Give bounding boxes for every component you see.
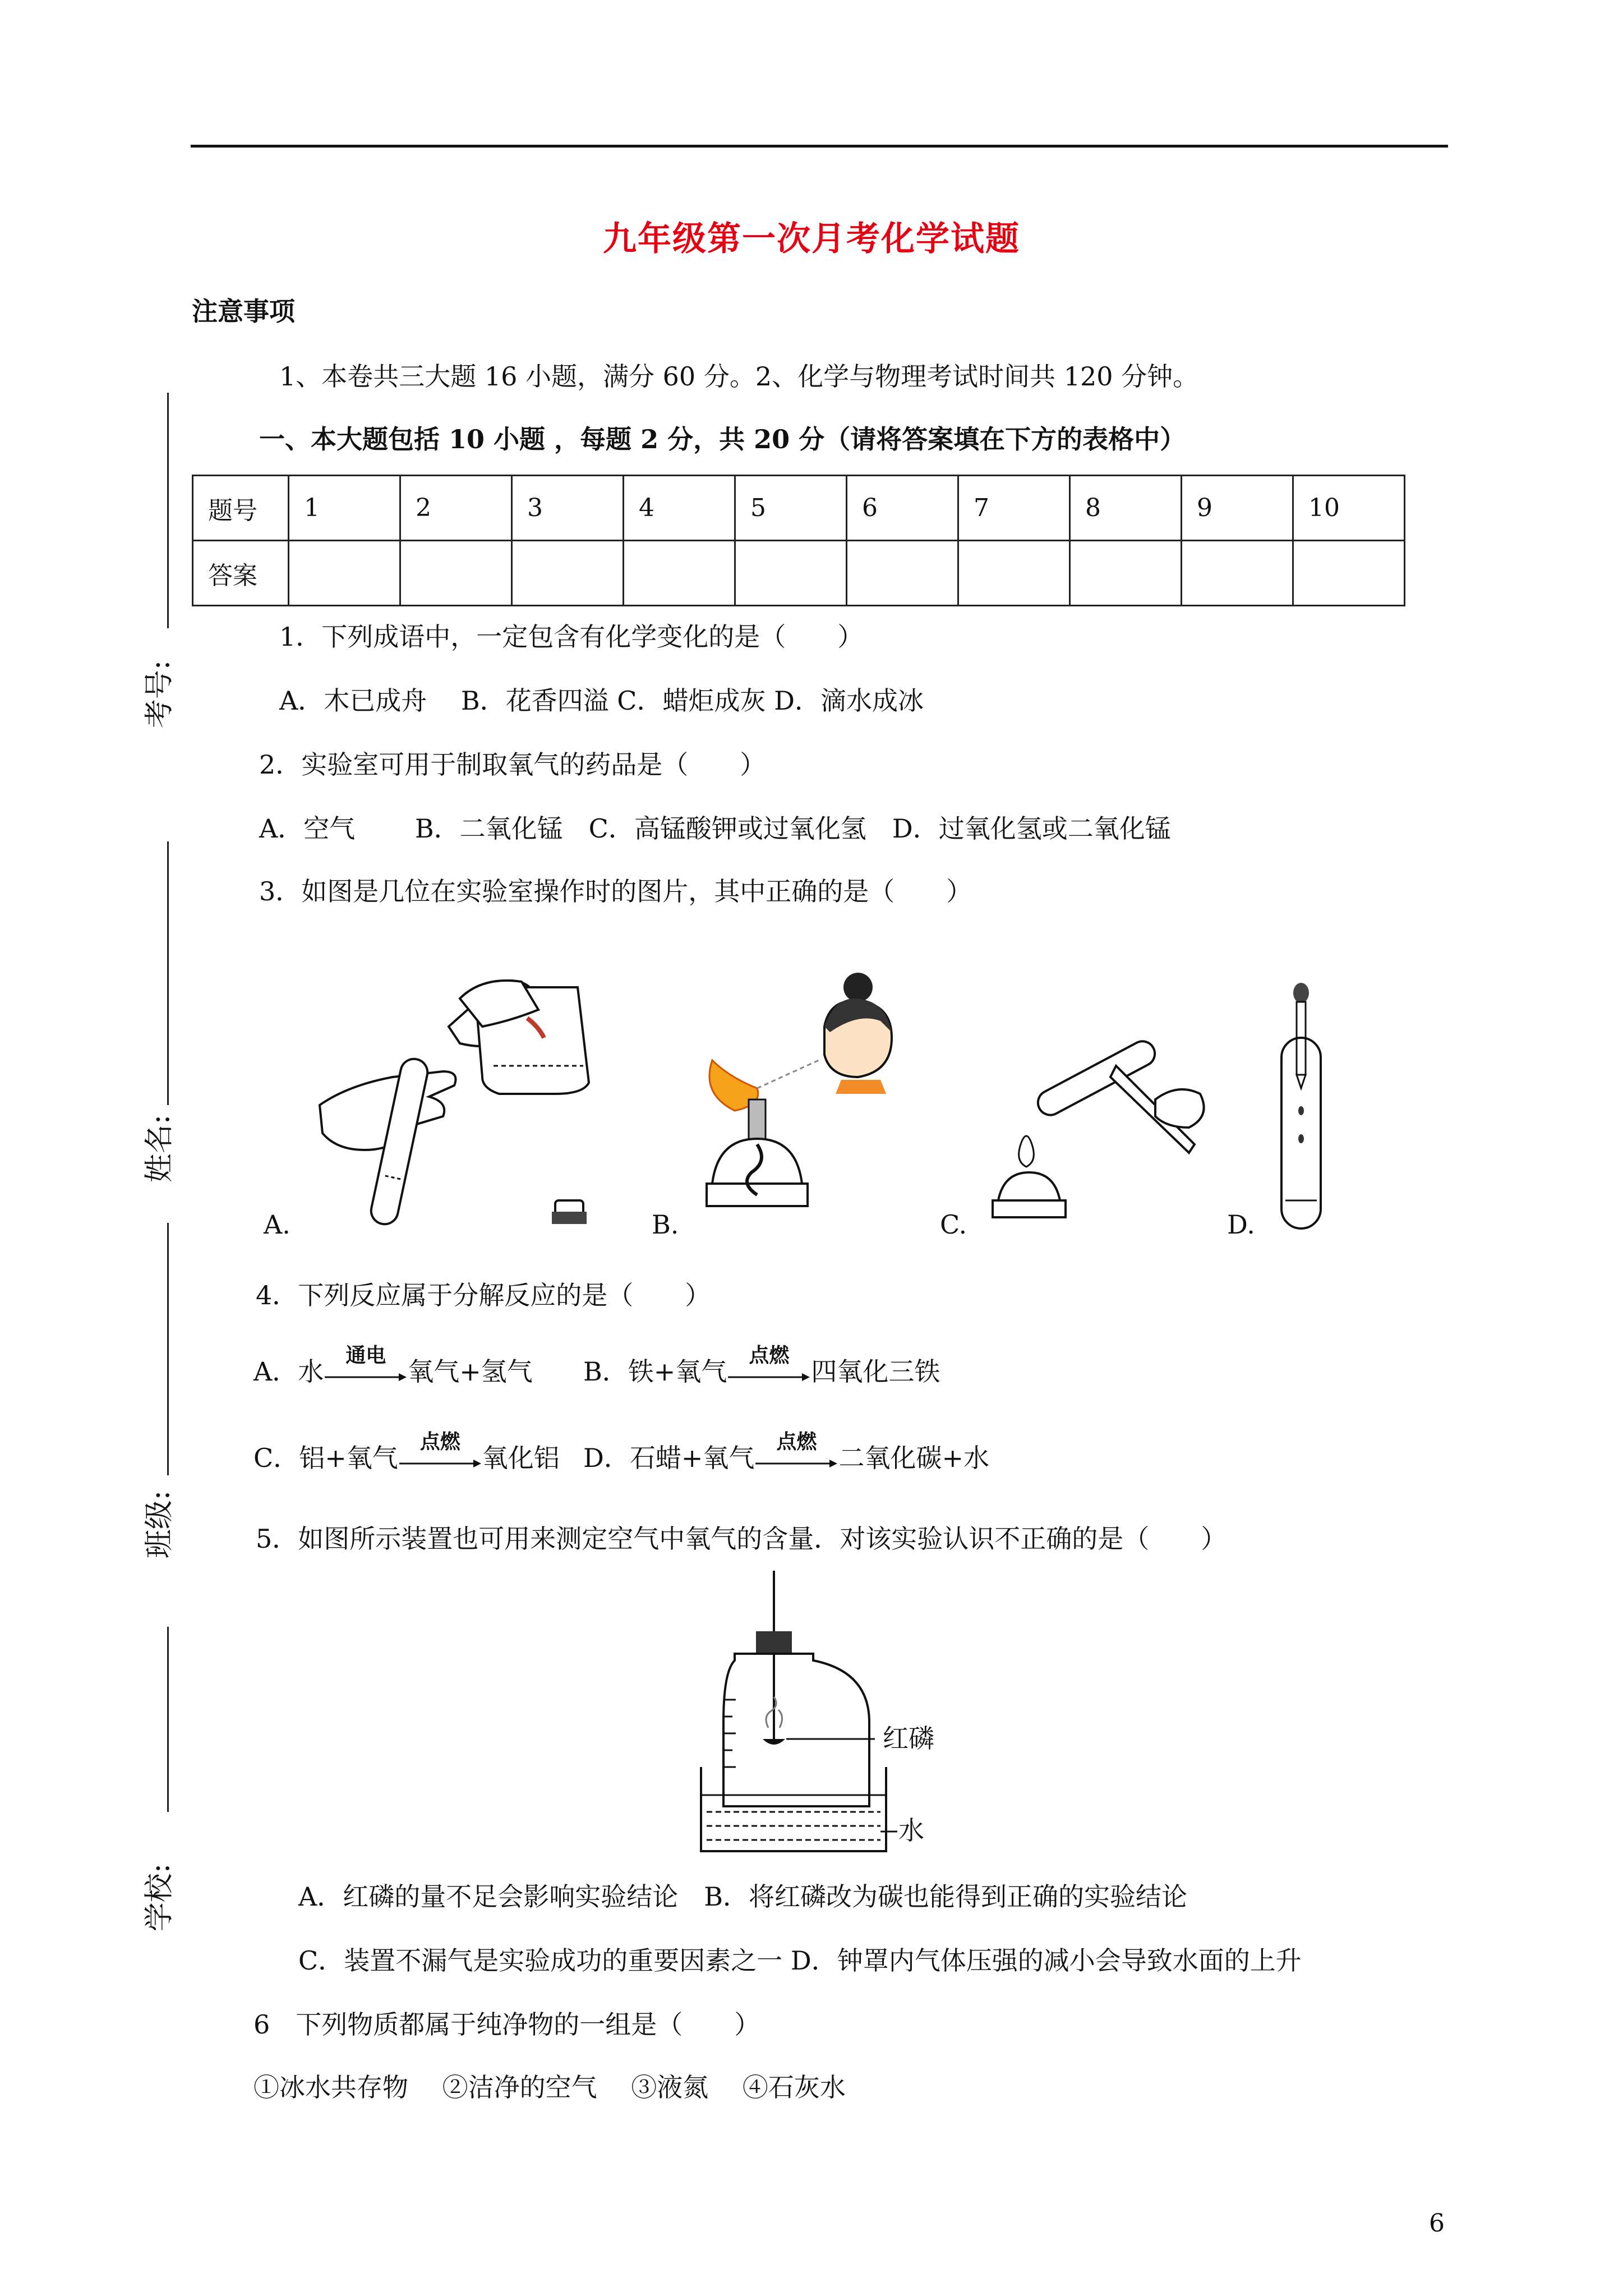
reaction-arrow: [727, 1343, 811, 1389]
q4-c-reactant: C．铝+氧气: [253, 1443, 398, 1473]
question-number-cell: 7: [958, 476, 1070, 541]
row-label-answer: 答案: [193, 541, 289, 606]
q2-options: A．空气 B．二氧化锰 C．高锰酸钾或过氧化氢 D．过氧化氢或二氧化锰: [259, 813, 1171, 844]
margin-line: [167, 393, 169, 628]
q2-stem: 2．实验室可用于制取氧气的药品是（ ）: [259, 749, 766, 780]
section1-heading: 一、本大题包括 10 小题 ，每题 2 分，共 20 分（请将答案填在下方的表格中）: [259, 424, 1186, 454]
figure-a-label: A.: [264, 1209, 291, 1240]
figure-a-pouring: [314, 965, 606, 1234]
q4-option-b: [583, 1343, 940, 1389]
answer-cell[interactable]: [735, 541, 847, 606]
figure-d-dropper: [1256, 976, 1346, 1234]
margin-line: [167, 841, 169, 1105]
figure-c-heating: [987, 1032, 1211, 1234]
question-number-cell: 1: [289, 476, 400, 541]
exam-number-label: 考号:: [142, 660, 177, 729]
figure-d-label: D.: [1227, 1209, 1255, 1240]
page-number: 6: [1429, 2209, 1445, 2238]
q4-option-a: [253, 1343, 533, 1389]
class-label: 班级:: [142, 1490, 177, 1559]
figure-b-lamp: [695, 948, 931, 1234]
answer-cell[interactable]: [400, 541, 512, 606]
header-rule: [191, 145, 1448, 148]
arrow-icon: [727, 1372, 811, 1383]
table-row: [193, 541, 1405, 606]
reaction-condition: 点燃: [776, 1430, 817, 1453]
row-label-number: 题号: [193, 476, 289, 541]
q4-a-reactant: A．水: [253, 1356, 324, 1387]
notice-text: 1、本卷共三大题 16 小题，满分 60 分。2、化学与物理考试时间共 120 分钟。: [279, 361, 1199, 392]
arrow-icon: [398, 1458, 482, 1469]
name-label: 姓名:: [142, 1114, 177, 1183]
q4-b-product: 四氧化三铁: [811, 1356, 940, 1387]
reaction-arrow: [754, 1430, 838, 1476]
q4-stem: 4．下列反应属于分解反应的是（ ）: [256, 1280, 711, 1310]
answer-cell[interactable]: [1293, 541, 1405, 606]
q4-a-product: 氧气+氢气: [408, 1356, 533, 1387]
question-number-cell: 3: [512, 476, 624, 541]
page-title: 九年级第一次月考化学试题: [603, 219, 1020, 259]
q1-stem: 1．下列成语中，一定包含有化学变化的是（ ）: [279, 622, 864, 652]
q4-option-c: [253, 1430, 560, 1476]
answer-cell[interactable]: [512, 541, 624, 606]
question-number-cell: 8: [1070, 476, 1182, 541]
q5-options-line1: A．红磷的量不足会影响实验结论 B．将红磷改为碳也能得到正确的实验结论: [298, 1881, 1188, 1912]
q6-items: ①冰水共存物 ②洁净的空气 ③液氮 ④石灰水: [253, 2072, 846, 2102]
reaction-arrow: [324, 1343, 408, 1389]
answer-cell[interactable]: [624, 541, 735, 606]
figure-b-label: B.: [652, 1209, 679, 1240]
answer-cell[interactable]: [1182, 541, 1293, 606]
margin-line: [167, 1627, 169, 1812]
reaction-condition: 点燃: [419, 1430, 460, 1453]
answer-cell[interactable]: [289, 541, 400, 606]
figure-c-label: C.: [940, 1209, 967, 1240]
question-number-cell: 9: [1182, 476, 1293, 541]
table-row: [193, 476, 1405, 541]
q6-stem: 6 下列物质都属于纯净物的一组是（ ）: [253, 2009, 760, 2040]
q4-option-d: [583, 1430, 989, 1476]
q4-b-reactant: B．铁+氧气: [583, 1356, 727, 1387]
reaction-condition: 通电: [345, 1343, 386, 1367]
arrow-icon: [754, 1458, 838, 1469]
reaction-arrow: [398, 1430, 482, 1476]
q4-d-product: 二氧化碳+水: [838, 1443, 989, 1473]
label-red-phosphorus: 红磷: [883, 1723, 934, 1754]
q4-d-reactant: D．石蜡+氧气: [583, 1443, 755, 1473]
margin-line: [167, 1223, 169, 1475]
question-number-cell: 10: [1293, 476, 1405, 541]
q3-stem: 3．如图是几位在实验室操作时的图片，其中正确的是（ ）: [259, 876, 972, 907]
question-number-cell: 6: [847, 476, 958, 541]
answer-cell[interactable]: [1070, 541, 1182, 606]
school-label: 学校:: [142, 1863, 177, 1932]
question-number-cell: 4: [624, 476, 735, 541]
arrow-icon: [324, 1372, 408, 1383]
answer-table: [192, 475, 1405, 606]
q4-c-product: 氧化铝: [482, 1443, 560, 1473]
answer-cell[interactable]: [958, 541, 1070, 606]
reaction-condition: 点燃: [749, 1343, 790, 1367]
q5-options-line2: C．装置不漏气是实验成功的重要因素之一 D．钟罩内气体压强的减小会导致水面的上升: [298, 1945, 1302, 1976]
question-number-cell: 5: [735, 476, 847, 541]
q5-stem: 5．如图所示装置也可用来测定空气中氧气的含量．对该实验认识不正确的是（ ）: [256, 1524, 1227, 1554]
notice-heading: 注意事项: [192, 296, 295, 326]
answer-cell[interactable]: [847, 541, 958, 606]
q1-options: A．木已成舟 B．花香四溢 C．蜡炬成灰 D．滴水成冰: [279, 685, 924, 716]
question-number-cell: 2: [400, 476, 512, 541]
label-water: 水: [898, 1815, 924, 1846]
